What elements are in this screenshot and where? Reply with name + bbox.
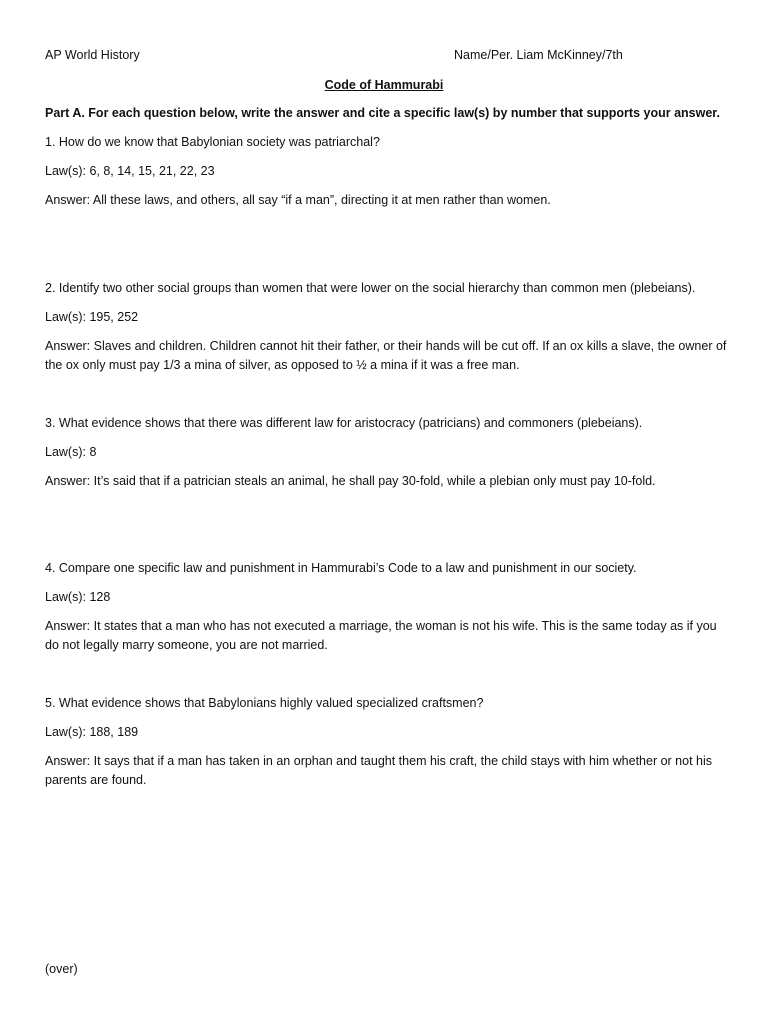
- question-text: 1. How do we know that Babylonian society was patriarchal?: [45, 135, 380, 149]
- question-block-5: [45, 694, 730, 790]
- question-block-1: [45, 133, 730, 210]
- question-text: 4. Compare one specific law and punishment in Hammurabi’s Code to a law and punishment in our society.: [45, 561, 637, 575]
- laws-cited: Law(s): 128: [45, 590, 111, 604]
- question-text: 2. Identify two other social groups than women that were lower on the social hierarchy than common men (plebeians).: [45, 281, 696, 295]
- answer-text: Answer: It states that a man who has not executed a marriage, the woman is not his wife. This is the same today as if you do not legally marry someone, you are not married.: [45, 619, 717, 652]
- page-continues-note: (over): [45, 962, 78, 976]
- question-block-2: [45, 279, 730, 375]
- answer-text: Answer: It’s said that if a patrician steals an animal, he shall pay 30-fold, while a plebian only must pay 10-fold.: [45, 474, 656, 488]
- question-text: 5. What evidence shows that Babylonians highly valued specialized craftsmen?: [45, 696, 484, 710]
- course-name: AP World History: [45, 48, 140, 62]
- question-block-4: [45, 559, 730, 655]
- document-title: Code of Hammurabi: [324, 78, 444, 92]
- part-a-instructions: Part A. For each question below, write the answer and cite a specific law(s) by number that supports your answer.: [45, 106, 720, 120]
- laws-cited: Law(s): 6, 8, 14, 15, 21, 22, 23: [45, 164, 215, 178]
- answer-text: Answer: All these laws, and others, all say “if a man”, directing it at men rather than women.: [45, 193, 551, 207]
- laws-cited: Law(s): 188, 189: [45, 725, 139, 739]
- laws-cited: Law(s): 195, 252: [45, 310, 139, 324]
- question-text: 3. What evidence shows that there was different law for aristocracy (patricians) and commoners (plebeians).: [45, 416, 643, 430]
- question-block-3: [45, 414, 730, 491]
- laws-cited: Law(s): 8: [45, 445, 97, 459]
- answer-text: Answer: Slaves and children. Children cannot hit their father, or their hands will be cut off. If an ox kills a slave, the owner of the ox only must pay 1/3 a mina of silver, as opposed to ½ a mina if it was a free man.: [45, 339, 727, 372]
- answer-text: Answer: It says that if a man has taken in an orphan and taught them his craft, the child stays with him whether or not his parents are found.: [45, 754, 713, 787]
- student-name-period: Name/Per. Liam McKinney/7th: [454, 48, 623, 62]
